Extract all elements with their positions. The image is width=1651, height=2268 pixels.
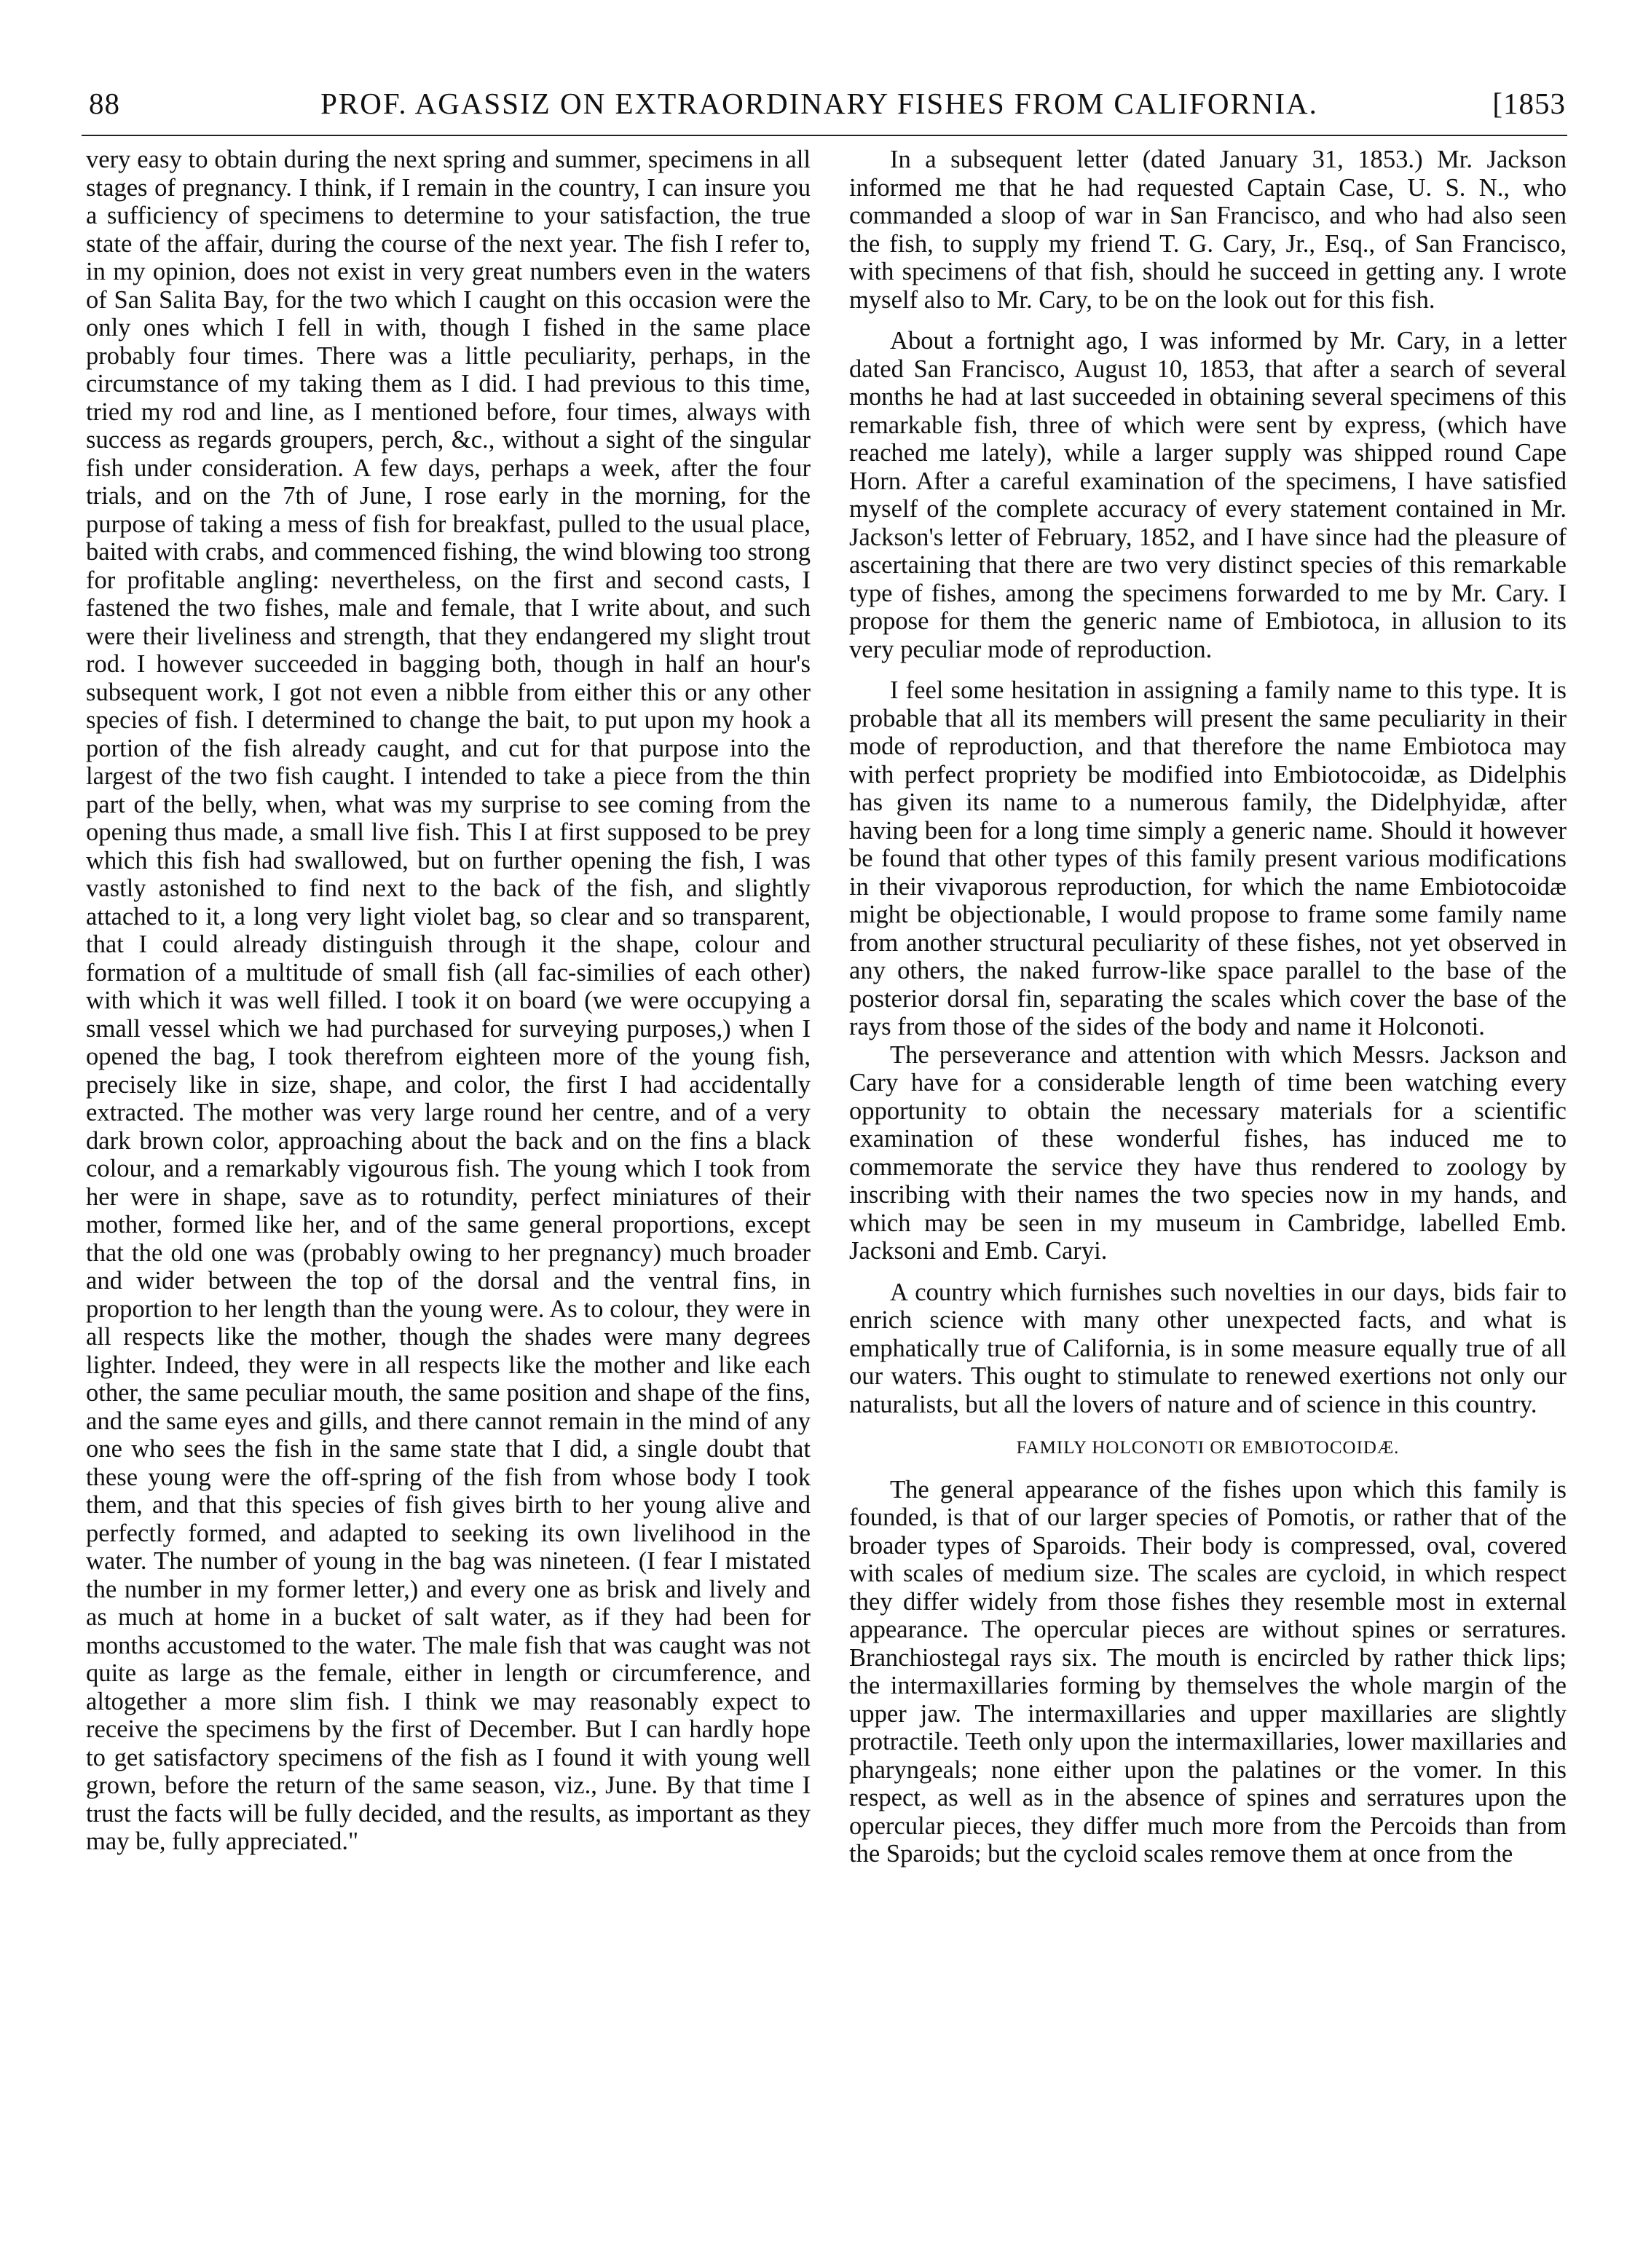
paragraph-letter-continuation: very easy to obtain during the next spring and summer, specimens in all stages of pregnancy. I think, if I remain in the country, I can insure you a sufficiency of specimens to determine to your satisfaction, the true state of the affair, during the course of the next year. The fish I refer to, in my opinion, does not exist in very great numbers even in the waters of San Salita Bay, for the two which I caught on this occasion were the only ones which I fell in with, though I fished in the same place probably four times. There was a little peculiarity, perhaps, in the circumstance of my taking them as I did. I had previous to this time, tried my rod and line, as I mentioned before, four times, always with success as regards groupers, perch, &c., without a sight of the singular fish under consideration. A few days, perhaps a week, after the four trials, and on the 7th of June, I rose early in the morning, for the purpose of taking a mess of fish for breakfast, pulled to the usual place, baited with crabs, and commenced fishing, the wind blowing too strong for profitable angling: nevertheless, on the first and second casts, I fastened the two fishes, male and female, that I write about, and such were their liveliness and strength, that they endangered my slight trout rod. I however succeeded in bagging both, though in half an hour's subsequent work, I got not even a nibble from either this or any other species of fish. I determined to change the bait, to put upon my hook a portion of the fish already caught, and cut for that purpose into the largest of the two fish caught. I intended to take a piece from the thin part of the belly, when, what was my surprise to see coming from the opening thus made, a small live fish. This I at first supposed to be prey which this fish had swallowed, but on further opening the fish, I was vastly astonished to find next to the back of the fish, and slightly attached to it, a long very light violet bag, so clear and so transparent, that I could already distinguish through it the shape, colour and formation of a multitude of small fish (all fac-similies of each other) with which it was well filled. I took it on board (we were occupying a small vessel which we had purchased for surveying purposes,) when I opened the bag, I took therefrom eighteen more of the young fish, precisely like in size, shape, and color, the first I had accidentally extracted. The mother was very large round her centre, and of a very dark brown color, approaching about the back and on the fins a black colour, and a remarkably vigourous fish. The young which I took from her were in shape, save as to rotundity, perfect miniatures of their mother, formed like her, and of the same general proportions, except that the old one was (probably owing to her pregnancy) much broader and wider between the top of the dorsal and the ventral fins, in proportion to her length than the young were. As to colour, they were in all respects like the mother, though the shades were many degrees lighter. Indeed, they were in all respects like the mother and like each other, the same peculiar mouth, the same position and shape of the fins, and the same eyes and gills, and there cannot remain in the mind of any one who sees the fish in the same state that I did, a single doubt that these young were the off-spring of the fish from whose body I took them, and that this species of fish gives birth to her young alive and perfectly formed, and adapted to seeking its own livelihood in the water. The number of young in the bag was nineteen. (I fear I mistated the number in my former letter,) and every one as brisk and lively and as much at home in a bucket of salt water, as if they had been for months accustomed to the water. The male fish that was caught was not quite as large as the female, either in length or circumference, and altogether a more slim fish. I think we may reasonably expect to receive the specimens by the first of December. But I can hardly hope to get satisfactory specimens of the fish as I found it with young well grown, before the return of the same season, viz., June. By that time I trust the facts will be fully decided, and the results, as important as they may be, fully appreciated." [86, 146, 811, 1855]
paragraph-general-appearance: The general appearance of the fishes upon which this family is founded, is that of our larger species of Pomotis, or rather that of the broader types of Sparoids. Their body is compressed, oval, covered with scales of medium size. The scales are cycloid, in which respect they differ widely from those fishes they resemble most in external appearance. The opercular pieces are without spines or serratures. Branchiostegal rays six. The mouth is encircled by rather thick lips; the intermaxillaries forming by themselves the whole margin of the upper jaw. The intermaxillaries and upper maxillaries are slightly protractile. Teeth only upon the intermaxillaries, lower maxillaries and pharyngeals; none either upon the palatines or the vomer. In this respect, as well as in the absence of spines and serratures upon the opercular pieces, they differ much more from the Percoids than from the Sparoids; but the cycloid scales remove them at once from the [849, 1475, 1567, 1868]
header-rule [82, 135, 1567, 136]
paragraph-cary-letter: About a fortnight ago, I was informed by Mr. Cary, in a letter dated San Francisco, August 10, 1853, that after a search of several months he had at last succeeded in obtaining several specimens of this remarkable fish, three of which were sent by express, (which have reached me lately), while a larger supply was shipped round Cape Horn. After a careful examination of the specimens, I have satisfied myself of the complete accuracy of every statement contained in Mr. Jackson's letter of February, 1852, and I have since had the pleasure of ascertaining that there are two very distinct species of this remarkable type of fishes, among the specimens forwarded to me by Mr. Cary. I propose for them the generic name of Embiotoca, in allusion to its very peculiar mode of reproduction. [849, 327, 1567, 663]
page-number: 88 [89, 87, 120, 120]
running-title: PROF. AGASSIZ ON EXTRAORDINARY FISHES FROM CALIFORNIA. [320, 87, 1318, 120]
paragraph-perseverance: The perseverance and attention with which Messrs. Jackson and Cary have for a considerable length of time been watching every opportunity to obtain the necessary materials for a scientific examination of these wonderful fishes, has induced me to commemorate the service they have thus rendered to zoology by inscribing with their names the two species now in my hands, and which may be seen in my museum in Cambridge, labelled Emb. Jacksoni and Emb. Caryi. [849, 1040, 1567, 1265]
paragraph-country: A country which furnishes such novelties in our days, bids fair to enrich science with many other unexpected facts, and what is emphatically true of California, is in some measure equally true of all our waters. This ought to stimulate to renewed exertions not only our naturalists, but all the lovers of nature and of science in this country. [849, 1278, 1567, 1418]
header-year: [1853 [1492, 87, 1566, 120]
right-column [849, 146, 1567, 1868]
paragraph-subsequent-letter: In a subsequent letter (dated January 31, 1853.) Mr. Jackson informed me that he had requested Captain Case, U. S. N., who commanded a sloop of war in San Francisco, and who had also seen the fish, to supply my friend T. G. Cary, Jr., Esq., of San Francisco, with specimens of that fish, should he succeed in getting any. I wrote myself also to Mr. Cary, to be on the look out for this fish. [849, 146, 1567, 314]
paragraph-family-name: I feel some hesitation in assigning a family name to this type. It is probable that all its members will present the same peculiarity in their mode of reproduction, and that therefore the name Embiotoca may with perfect propriety be modified into Embiotocoidæ, as Didelphis has given its name to a numerous family, the Didelphyidæ, after having been for a long time simply a generic name. Should it however be found that other types of this family present various modifications in their vivaporous reproduction, for which the name Embiotocoidæ might be objectionable, I would propose to frame some family name from another structural peculiarity of these fishes, not yet observed in any others, the naked furrow-like space parallel to the base of the posterior dorsal fin, separating the scales which cover the base of the rays from those of the sides of the body and name it Holconoti. [849, 676, 1567, 1040]
section-heading: FAMILY HOLCONOTI OR EMBIOTOCOIDÆ. [1016, 1438, 1400, 1458]
left-column [86, 146, 811, 1856]
